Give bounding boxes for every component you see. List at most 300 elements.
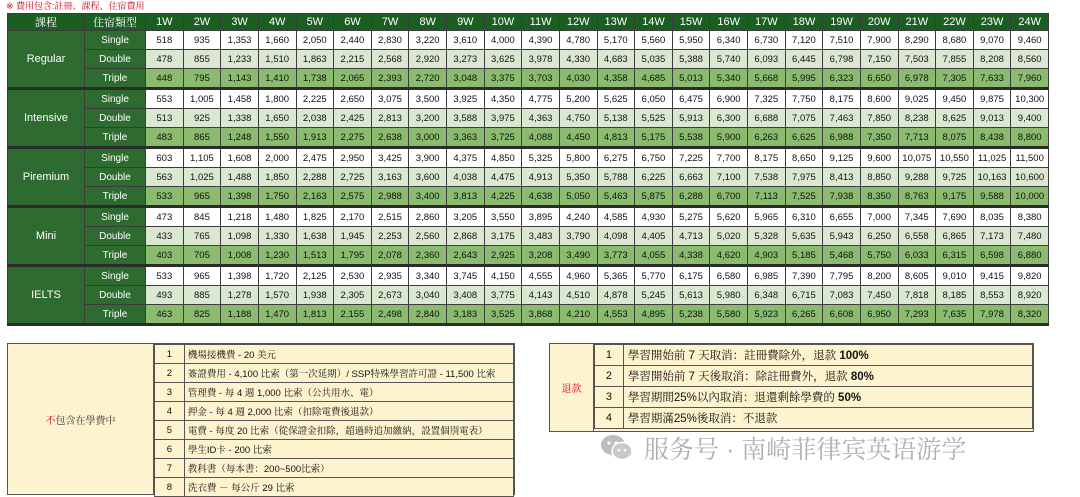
price-cell: 965 bbox=[183, 187, 221, 207]
price-cell: 4,775 bbox=[522, 89, 560, 109]
price-cell: 1,945 bbox=[334, 227, 372, 246]
price-cell: 6,880 bbox=[1011, 246, 1049, 266]
price-cell: 4,930 bbox=[635, 207, 673, 227]
header-week: 6W bbox=[334, 14, 372, 31]
price-cell: 8,438 bbox=[973, 128, 1011, 148]
price-cell: 4,620 bbox=[710, 246, 748, 266]
item-number: 4 bbox=[595, 408, 624, 429]
price-cell: 6,580 bbox=[710, 266, 748, 286]
price-cell: 1,353 bbox=[221, 31, 259, 50]
price-cell: 8,350 bbox=[860, 187, 898, 207]
price-cell: 2,440 bbox=[334, 31, 372, 50]
price-cell: 865 bbox=[183, 128, 221, 148]
price-cell: 5,613 bbox=[672, 286, 710, 305]
price-cell: 9,013 bbox=[973, 109, 1011, 128]
price-cell: 2,288 bbox=[296, 168, 334, 187]
price-cell: 448 bbox=[146, 69, 184, 89]
item-number: 4 bbox=[155, 402, 185, 421]
list-item bbox=[155, 421, 514, 440]
table-row bbox=[8, 207, 1049, 227]
price-cell: 5,325 bbox=[522, 148, 560, 168]
price-cell: 4,683 bbox=[597, 50, 635, 69]
room-type: Triple bbox=[85, 305, 146, 325]
price-cell: 8,553 bbox=[973, 286, 1011, 305]
price-cell: 5,900 bbox=[710, 128, 748, 148]
excluded-fees-table bbox=[154, 344, 514, 497]
list-item bbox=[155, 402, 514, 421]
price-cell: 2,575 bbox=[334, 187, 372, 207]
price-cell: 3,900 bbox=[409, 148, 447, 168]
price-cell: 533 bbox=[146, 187, 184, 207]
price-cell: 4,000 bbox=[484, 31, 522, 50]
table-row bbox=[8, 266, 1049, 286]
excluded-fees-label bbox=[8, 344, 154, 494]
price-cell: 7,450 bbox=[860, 286, 898, 305]
price-cell: 1,650 bbox=[258, 109, 296, 128]
price-cell: 1,188 bbox=[221, 305, 259, 325]
price-cell: 6,900 bbox=[710, 89, 748, 109]
item-number: 3 bbox=[155, 383, 185, 402]
price-cell: 4,363 bbox=[522, 109, 560, 128]
price-cell: 3,175 bbox=[484, 227, 522, 246]
price-cell: 6,978 bbox=[898, 69, 936, 89]
price-cell: 1,480 bbox=[258, 207, 296, 227]
price-cell: 7,113 bbox=[748, 187, 786, 207]
price-cell: 3,205 bbox=[447, 207, 485, 227]
price-cell: 3,273 bbox=[447, 50, 485, 69]
price-cell: 4,088 bbox=[522, 128, 560, 148]
price-cell: 7,225 bbox=[672, 148, 710, 168]
item-number: 3 bbox=[595, 387, 624, 408]
price-cell: 1,105 bbox=[183, 148, 221, 168]
price-cell: 2,498 bbox=[371, 305, 409, 325]
price-cell: 6,700 bbox=[710, 187, 748, 207]
room-type: Single bbox=[85, 148, 146, 168]
price-cell: 6,558 bbox=[898, 227, 936, 246]
price-cell: 3,500 bbox=[409, 89, 447, 109]
price-cell: 1,248 bbox=[221, 128, 259, 148]
price-cell: 5,560 bbox=[635, 31, 673, 50]
price-cell: 5,468 bbox=[823, 246, 861, 266]
price-cell: 4,913 bbox=[522, 168, 560, 187]
price-cell: 6,663 bbox=[672, 168, 710, 187]
header-week: 12W bbox=[559, 14, 597, 31]
price-cell: 6,598 bbox=[973, 246, 1011, 266]
price-cell: 7,150 bbox=[860, 50, 898, 69]
price-cell: 4,350 bbox=[484, 89, 522, 109]
price-cell: 5,875 bbox=[635, 187, 673, 207]
price-cell: 4,240 bbox=[559, 207, 597, 227]
price-cell: 7,173 bbox=[973, 227, 1011, 246]
list-item bbox=[595, 387, 1033, 408]
price-cell: 7,900 bbox=[860, 31, 898, 50]
price-cell: 9,175 bbox=[936, 187, 974, 207]
item-number: 1 bbox=[155, 345, 185, 364]
price-cell: 4,895 bbox=[635, 305, 673, 325]
price-cell: 2,225 bbox=[296, 89, 334, 109]
price-cell: 7,100 bbox=[710, 168, 748, 187]
room-type: Double bbox=[85, 168, 146, 187]
price-cell: 7,713 bbox=[898, 128, 936, 148]
excluded-fee-text: 機場接機費 - 20 美元 bbox=[184, 345, 513, 364]
header-room-type: 住宿類型 bbox=[85, 14, 146, 31]
price-cell: 5,365 bbox=[597, 266, 635, 286]
price-cell: 8,650 bbox=[785, 148, 823, 168]
price-cell: 7,083 bbox=[823, 286, 861, 305]
price-cell: 7,538 bbox=[748, 168, 786, 187]
price-cell: 9,460 bbox=[1011, 31, 1049, 50]
list-item bbox=[595, 408, 1033, 429]
list-item bbox=[155, 478, 514, 497]
price-cell: 925 bbox=[183, 109, 221, 128]
excluded-fee-text: 洗衣費 － 每公斤 29 比索 bbox=[184, 478, 513, 497]
list-item bbox=[155, 459, 514, 478]
price-cell: 10,600 bbox=[1011, 168, 1049, 187]
header-week: 8W bbox=[409, 14, 447, 31]
price-cell: 8,320 bbox=[1011, 305, 1049, 325]
header-week: 2W bbox=[183, 14, 221, 31]
room-type: Double bbox=[85, 227, 146, 246]
price-cell: 5,950 bbox=[672, 31, 710, 50]
table-row bbox=[8, 69, 1049, 89]
price-cell: 8,600 bbox=[860, 89, 898, 109]
excluded-fees-box bbox=[7, 343, 515, 495]
price-cell: 7,293 bbox=[898, 305, 936, 325]
price-cell: 3,200 bbox=[409, 109, 447, 128]
price-cell: 5,965 bbox=[748, 207, 786, 227]
price-cell: 403 bbox=[146, 246, 184, 266]
price-cell: 5,913 bbox=[672, 109, 710, 128]
price-cell: 8,238 bbox=[898, 109, 936, 128]
price-cell: 2,125 bbox=[296, 266, 334, 286]
price-cell: 7,325 bbox=[748, 89, 786, 109]
price-cell: 4,225 bbox=[484, 187, 522, 207]
excluded-fee-text: 教科書（每本書：200~500比索） bbox=[184, 459, 513, 478]
price-cell: 7,075 bbox=[785, 109, 823, 128]
price-cell: 1,863 bbox=[296, 50, 334, 69]
price-cell: 6,475 bbox=[672, 89, 710, 109]
price-cell: 1,410 bbox=[258, 69, 296, 89]
header-week: 19W bbox=[823, 14, 861, 31]
price-cell: 3,040 bbox=[409, 286, 447, 305]
price-cell: 5,538 bbox=[672, 128, 710, 148]
price-cell: 4,150 bbox=[484, 266, 522, 286]
price-cell: 885 bbox=[183, 286, 221, 305]
price-cell: 5,625 bbox=[597, 89, 635, 109]
watermark-text: 服务号 · 南崎菲律宾英语游学 bbox=[644, 436, 967, 464]
price-cell: 4,585 bbox=[597, 207, 635, 227]
price-cell: 1,008 bbox=[221, 246, 259, 266]
price-cell: 2,530 bbox=[334, 266, 372, 286]
price-cell: 5,340 bbox=[710, 69, 748, 89]
excluded-fee-text: 管理費 - 每 4 週 1,000 比索（公共用水、電） bbox=[184, 383, 513, 402]
room-type: Single bbox=[85, 266, 146, 286]
header-week: 10W bbox=[484, 14, 522, 31]
price-cell: 1,338 bbox=[221, 109, 259, 128]
price-cell: 4,555 bbox=[522, 266, 560, 286]
price-cell: 8,625 bbox=[936, 109, 974, 128]
list-item bbox=[155, 383, 514, 402]
price-cell: 6,263 bbox=[748, 128, 786, 148]
price-cell: 3,625 bbox=[484, 50, 522, 69]
price-cell: 5,175 bbox=[635, 128, 673, 148]
price-cell: 1,825 bbox=[296, 207, 334, 227]
list-item bbox=[595, 366, 1033, 387]
price-cell: 3,813 bbox=[447, 187, 485, 207]
price-cell: 1,795 bbox=[334, 246, 372, 266]
price-cell: 5,185 bbox=[785, 246, 823, 266]
price-cell: 6,265 bbox=[785, 305, 823, 325]
price-cell: 5,275 bbox=[672, 207, 710, 227]
price-cell: 1,398 bbox=[221, 266, 259, 286]
price-cell: 1,143 bbox=[221, 69, 259, 89]
price-cell: 2,560 bbox=[409, 227, 447, 246]
price-cell: 7,305 bbox=[936, 69, 974, 89]
table-row bbox=[8, 109, 1049, 128]
price-cell: 5,138 bbox=[597, 109, 635, 128]
price-cell: 2,720 bbox=[409, 69, 447, 89]
price-cell: 7,850 bbox=[860, 109, 898, 128]
price-cell: 2,650 bbox=[334, 89, 372, 109]
price-cell: 4,780 bbox=[559, 31, 597, 50]
price-cell: 2,065 bbox=[334, 69, 372, 89]
price-cell: 795 bbox=[183, 69, 221, 89]
refund-rule bbox=[623, 366, 1032, 387]
price-cell: 4,903 bbox=[748, 246, 786, 266]
price-cell: 2,935 bbox=[371, 266, 409, 286]
price-cell: 9,820 bbox=[1011, 266, 1049, 286]
price-cell: 3,703 bbox=[522, 69, 560, 89]
price-cell: 6,175 bbox=[672, 266, 710, 286]
price-cell: 478 bbox=[146, 50, 184, 69]
price-cell: 2,840 bbox=[409, 305, 447, 325]
table-row bbox=[8, 148, 1049, 168]
price-cell: 1,470 bbox=[258, 305, 296, 325]
price-cell: 3,208 bbox=[522, 246, 560, 266]
price-cell: 4,813 bbox=[597, 128, 635, 148]
price-cell: 533 bbox=[146, 266, 184, 286]
price-cell: 7,463 bbox=[823, 109, 861, 128]
price-cell: 9,450 bbox=[936, 89, 974, 109]
price-cell: 5,635 bbox=[785, 227, 823, 246]
room-type: Triple bbox=[85, 187, 146, 207]
price-cell: 9,875 bbox=[973, 89, 1011, 109]
list-item bbox=[595, 345, 1033, 366]
refund-rule-text: 學習期滿25%後取消：不退款 bbox=[627, 413, 778, 425]
price-cell: 2,163 bbox=[296, 187, 334, 207]
refund-rule-text: 學習開始前 7 天取消：註冊費除外，退款 bbox=[627, 350, 840, 362]
header-week: 11W bbox=[522, 14, 560, 31]
price-cell: 4,210 bbox=[559, 305, 597, 325]
price-cell: 4,450 bbox=[559, 128, 597, 148]
course-name: Mini bbox=[8, 207, 85, 266]
price-cell: 6,093 bbox=[748, 50, 786, 69]
price-cell: 6,348 bbox=[748, 286, 786, 305]
excluded-label-rest: 包含在學費中 bbox=[55, 415, 116, 427]
price-cell: 6,985 bbox=[748, 266, 786, 286]
watermark bbox=[600, 430, 966, 466]
room-type: Double bbox=[85, 50, 146, 69]
price-cell: 4,405 bbox=[635, 227, 673, 246]
item-number: 2 bbox=[595, 366, 624, 387]
price-cell: 6,655 bbox=[823, 207, 861, 227]
price-cell: 483 bbox=[146, 128, 184, 148]
price-cell: 4,850 bbox=[484, 148, 522, 168]
header-week: 15W bbox=[672, 14, 710, 31]
price-cell: 6,688 bbox=[748, 109, 786, 128]
header-week: 5W bbox=[296, 14, 334, 31]
price-cell: 6,050 bbox=[635, 89, 673, 109]
price-cell: 8,208 bbox=[973, 50, 1011, 69]
price-cell: 553 bbox=[146, 89, 184, 109]
price-cell: 2,988 bbox=[371, 187, 409, 207]
price-cell: 3,550 bbox=[484, 207, 522, 227]
price-cell: 8,605 bbox=[898, 266, 936, 286]
price-cell: 513 bbox=[146, 109, 184, 128]
price-cell: 6,275 bbox=[597, 148, 635, 168]
price-cell: 1,230 bbox=[258, 246, 296, 266]
price-cell: 3,895 bbox=[522, 207, 560, 227]
price-cell: 5,980 bbox=[710, 286, 748, 305]
price-cell: 1,938 bbox=[296, 286, 334, 305]
price-cell: 3,363 bbox=[447, 128, 485, 148]
price-cell: 7,000 bbox=[860, 207, 898, 227]
price-cell: 7,975 bbox=[785, 168, 823, 187]
price-cell: 8,763 bbox=[898, 187, 936, 207]
refund-label: 退款 bbox=[550, 344, 594, 431]
price-cell: 1,398 bbox=[221, 187, 259, 207]
price-cell: 5,770 bbox=[635, 266, 673, 286]
price-cell: 5,200 bbox=[559, 89, 597, 109]
price-cell: 5,800 bbox=[559, 148, 597, 168]
price-cell: 4,685 bbox=[635, 69, 673, 89]
price-cell: 7,700 bbox=[710, 148, 748, 168]
price-cell: 5,050 bbox=[559, 187, 597, 207]
price-cell: 6,715 bbox=[785, 286, 823, 305]
price-cell: 6,033 bbox=[898, 246, 936, 266]
price-cell: 9,588 bbox=[973, 187, 1011, 207]
price-cell: 4,143 bbox=[522, 286, 560, 305]
room-type: Single bbox=[85, 89, 146, 109]
price-cell: 2,813 bbox=[371, 109, 409, 128]
price-cell: 2,673 bbox=[371, 286, 409, 305]
price-cell: 3,978 bbox=[522, 50, 560, 69]
table-row bbox=[8, 89, 1049, 109]
price-cell: 9,070 bbox=[973, 31, 1011, 50]
table-row bbox=[8, 187, 1049, 207]
price-cell: 10,300 bbox=[1011, 89, 1049, 109]
price-cell: 3,773 bbox=[597, 246, 635, 266]
header-week: 4W bbox=[258, 14, 296, 31]
price-cell: 5,020 bbox=[710, 227, 748, 246]
price-cell: 6,225 bbox=[635, 168, 673, 187]
price-cell: 6,250 bbox=[860, 227, 898, 246]
price-cell: 3,790 bbox=[559, 227, 597, 246]
price-cell: 7,350 bbox=[860, 128, 898, 148]
price-cell: 3,745 bbox=[447, 266, 485, 286]
price-cell: 3,400 bbox=[409, 187, 447, 207]
price-cell: 5,750 bbox=[860, 246, 898, 266]
price-cell: 1,510 bbox=[258, 50, 296, 69]
header-week: 14W bbox=[635, 14, 673, 31]
header-week: 13W bbox=[597, 14, 635, 31]
price-cell: 7,120 bbox=[785, 31, 823, 50]
price-cell: 8,560 bbox=[1011, 50, 1049, 69]
table-row bbox=[8, 31, 1049, 50]
price-cell: 2,253 bbox=[371, 227, 409, 246]
refund-rule-text: 學習開始前 7 天後取消：除註冊費外，退款 bbox=[627, 371, 851, 383]
room-type: Single bbox=[85, 207, 146, 227]
price-cell: 4,330 bbox=[559, 50, 597, 69]
excluded-fee-text: 簽證費用 - 4,100 比索（第一次延期）/ SSP特殊學習許可證 - 11,500 比索 bbox=[184, 364, 513, 383]
table-row bbox=[8, 227, 1049, 246]
price-cell: 2,215 bbox=[334, 50, 372, 69]
price-cell: 518 bbox=[146, 31, 184, 50]
price-cell: 9,725 bbox=[936, 168, 974, 187]
header-week: 24W bbox=[1011, 14, 1049, 31]
price-cell: 5,350 bbox=[559, 168, 597, 187]
price-cell: 8,680 bbox=[936, 31, 974, 50]
price-cell: 4,375 bbox=[447, 148, 485, 168]
price-cell: 765 bbox=[183, 227, 221, 246]
table-row bbox=[8, 128, 1049, 148]
price-cell: 2,643 bbox=[447, 246, 485, 266]
price-cell: 8,175 bbox=[748, 148, 786, 168]
price-cell: 5,388 bbox=[672, 50, 710, 69]
price-cell: 3,610 bbox=[447, 31, 485, 50]
price-cell: 2,170 bbox=[334, 207, 372, 227]
price-cell: 5,238 bbox=[672, 305, 710, 325]
price-cell: 2,155 bbox=[334, 305, 372, 325]
price-cell: 1,233 bbox=[221, 50, 259, 69]
room-type: Triple bbox=[85, 69, 146, 89]
room-type: Single bbox=[85, 31, 146, 50]
price-cell: 6,950 bbox=[860, 305, 898, 325]
price-cell: 4,960 bbox=[559, 266, 597, 286]
price-cell: 8,075 bbox=[936, 128, 974, 148]
fee-note: ※ 費用包含:註冊、課程、住宿費用 bbox=[6, 1, 145, 11]
price-cell: 3,975 bbox=[484, 109, 522, 128]
price-cell: 8,920 bbox=[1011, 286, 1049, 305]
header-course: 課程 bbox=[8, 14, 85, 31]
table-row bbox=[8, 50, 1049, 69]
price-cell: 2,078 bbox=[371, 246, 409, 266]
price-cell: 1,638 bbox=[296, 227, 334, 246]
price-cell: 1,218 bbox=[221, 207, 259, 227]
price-cell: 8,175 bbox=[823, 89, 861, 109]
price-cell: 3,340 bbox=[409, 266, 447, 286]
price-cell: 9,400 bbox=[1011, 109, 1049, 128]
item-number: 7 bbox=[155, 459, 185, 478]
item-number: 8 bbox=[155, 478, 185, 497]
price-cell: 2,950 bbox=[334, 148, 372, 168]
refund-percent: 80% bbox=[850, 371, 874, 383]
price-cell: 1,278 bbox=[221, 286, 259, 305]
price-cell: 3,868 bbox=[522, 305, 560, 325]
price-cell: 10,075 bbox=[898, 148, 936, 168]
price-cell: 3,183 bbox=[447, 305, 485, 325]
header-week: 1W bbox=[146, 14, 184, 31]
price-cell: 1,720 bbox=[258, 266, 296, 286]
price-cell: 2,925 bbox=[484, 246, 522, 266]
price-cell: 5,943 bbox=[823, 227, 861, 246]
price-cell: 6,730 bbox=[748, 31, 786, 50]
price-cell: 9,288 bbox=[898, 168, 936, 187]
course-name: Piremium bbox=[8, 148, 85, 207]
price-cell: 2,425 bbox=[334, 109, 372, 128]
price-cell: 9,600 bbox=[860, 148, 898, 168]
excluded-label-red: 不 bbox=[45, 415, 56, 427]
